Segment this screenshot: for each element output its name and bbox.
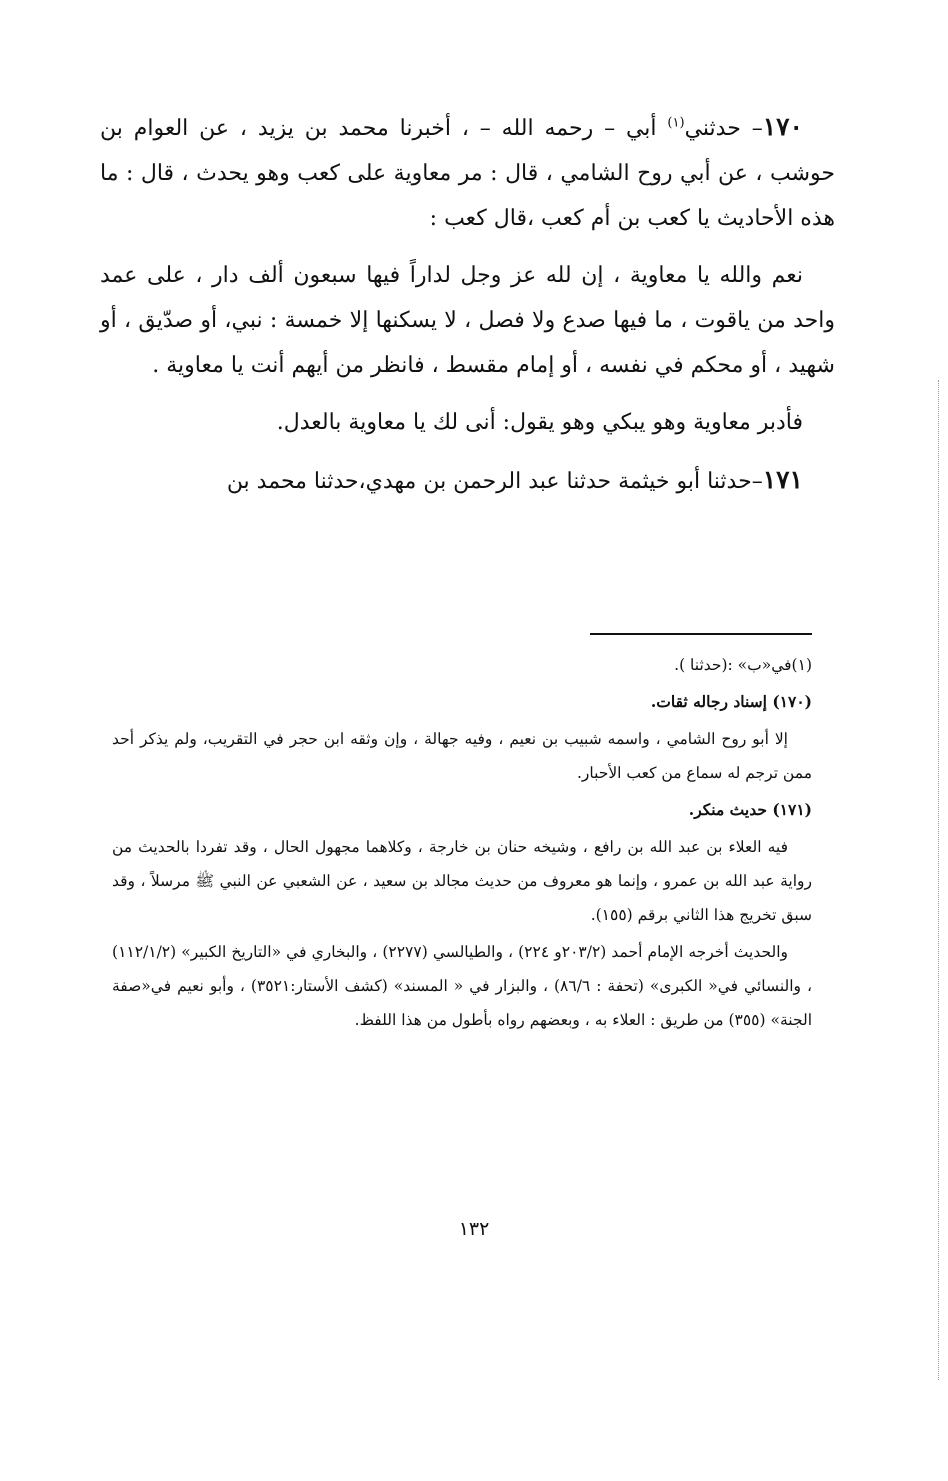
hadith-number-171: ١٧١ [762, 465, 803, 494]
footnotes [112, 648, 812, 1040]
hadith-171-text: –حدثنا أبو خيثمة حدثنا عبد الرحمن بن مهدي،حدثنا محمد بن [226, 469, 763, 494]
note-170-heading: (١٧٠) إسناد رجاله ثقات. [650, 692, 812, 711]
main-text [100, 104, 835, 516]
footnote-separator [590, 633, 812, 635]
note-171-heading: (١٧١) حديث منكر. [688, 800, 812, 819]
hadith-170-continuation: نعم والله يا معاوية ، إن لله عز وجل لداراً فيها سبعون ألف دار ، على عمد واحد من ياقوت ، ما فيها صدع ولا فصل ، لا يسكنها إلا خمسة : نبي، أو صدّيق ، أو شهيد ، أو محكم في نفسه ، أو إمام مقسط ، فانظر من أيهم أنت يا معاوية . [100, 263, 835, 378]
hadith-170 [100, 104, 835, 241]
hadith-170-text: أبي – رحمه الله – ، أخبرنا محمد بن يزيد ، عن العوام بن حوشب ، عن أبي روح الشامي ، قال : مر معاوية على كعب وهو يحدث ، قال : ما هذه الأحاديث يا كعب بن أم كعب ،قال كعب : [100, 116, 835, 231]
hadith-number-170: ١٧٠ [762, 112, 803, 141]
note-170-body: إلا أبو روح الشامي ، واسمه شبيب بن نعيم ، وفيه جهالة ، وإن وثقه ابن حجر في التقريب، ولم يذكر أحد ممن ترجم له سماع من كعب الأحبار. [112, 730, 812, 782]
note-171-body-1: فيه العلاء بن عبد الله بن رافع ، وشيخه حنان بن خارجة ، وكلاهما مجهول الحال ، وقد تفردا بالحديث من رواية عبد الله بن عمرو ، وإنما هو معروف من حديث مجالد بن سعيد ، عن الشعبي عن النبي ﷺ مرسلاً ، وقد سبق تخريج هذا الثاني برقم (١٥٥). [112, 838, 812, 924]
footnote-ref-1: (١) [667, 115, 685, 131]
hadith-170-opening: – حدثني [684, 116, 763, 141]
footnote-1: (١)في«ب» :(حدثنا ). [674, 656, 812, 674]
page-number: ١٣٢ [458, 1218, 490, 1240]
scan-edge-divider [938, 380, 939, 1380]
hadith-170-ending: فأدبر معاوية وهو يبكي وهو يقول: أنى لك يا معاوية بالعدل. [276, 410, 803, 435]
hadith-171 [100, 457, 835, 504]
note-171-body-2: والحديث أخرجه الإمام أحمد (٢٠٣/٢و ٢٢٤) ، والطيالسي (٢٢٧٧) ، والبخاري في «التاريخ الكبير» (١١٢/١/٢) ، والنسائي في« الكبرى» (تحفة : ٨٦/٦) ، والبزار في « المسند» (كشف الأستار:٣٥٢١) ، وأبو نعيم في«صفة الجنة» (٣٥٥) من طريق : العلاء به ، وبعضهم رواه بأطول من هذا اللفظ. [112, 943, 812, 1029]
